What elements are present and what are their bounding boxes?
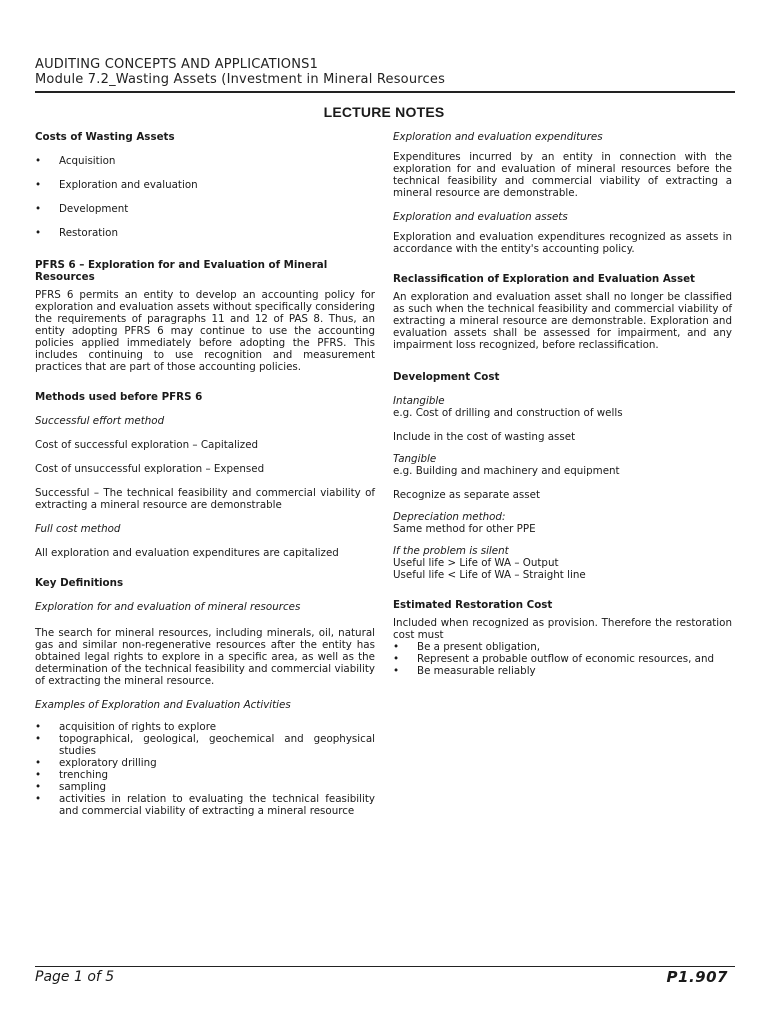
reclassification-paragraph: An exploration and evaluation asset shall no longer be classified as such when the technical feasibility and commercial viability of extracting a mineral resource are demonstrable. Exploration and evaluation assets shall be assessed for impairment, and any impairment loss recognized, before reclassification. bbox=[393, 291, 732, 351]
right-column bbox=[393, 131, 732, 677]
examples-list bbox=[35, 721, 375, 817]
if-silent-label: If the problem is silent bbox=[393, 545, 509, 557]
document-header bbox=[35, 57, 735, 88]
intangible-label: Intangible bbox=[393, 395, 445, 407]
course-title: AUDITING CONCEPTS AND APPLICATIONS1 bbox=[35, 57, 319, 72]
successful-effort-label: Successful effort method bbox=[35, 415, 165, 427]
tangible-example: e.g. Building and machinery and equipment bbox=[393, 465, 620, 477]
list-item: • sampling bbox=[35, 781, 375, 793]
exploration-evaluation-subheading: Exploration for and evaluation of mineral resources bbox=[35, 601, 301, 613]
list-item: • Be measurable reliably bbox=[393, 665, 732, 677]
list-item: • Development bbox=[35, 203, 375, 215]
list-item: • trenching bbox=[35, 769, 375, 781]
depreciation-method-label: Depreciation method: bbox=[393, 511, 506, 523]
list-item: • activities in relation to evaluating the technical feasibility and commercial viability of extracting a mineral resource bbox=[35, 793, 375, 817]
list-item: • Exploration and evaluation bbox=[35, 179, 375, 191]
key-definitions-heading: Key Definitions bbox=[35, 577, 124, 589]
pfrs6-paragraph: PFRS 6 permits an entity to develop an accounting policy for exploration and evaluation assets without specifically considering the requirements of paragraphs 11 and 12 of PAS 8. Thus, an entity adopting PFRS 6 may continue to use the accounting policies applied immediately before adopting the PFRS. This includes continuing to use recognition and measurement practices that are part of those accounting policies. bbox=[35, 289, 375, 373]
development-cost-heading: Development Cost bbox=[393, 371, 500, 383]
successful-definition: Successful – The technical feasibility and commercial viability of extracting a mineral resource are demonstrable bbox=[35, 487, 375, 511]
list-item: • exploratory drilling bbox=[35, 757, 375, 769]
page-number: Page 1 of 5 bbox=[35, 969, 115, 985]
full-cost-label: Full cost method bbox=[35, 523, 121, 535]
header-divider bbox=[35, 91, 735, 93]
full-cost-text: All exploration and evaluation expenditures are capitalized bbox=[35, 547, 339, 559]
examples-subheading: Examples of Exploration and Evaluation Activities bbox=[35, 699, 291, 711]
expenditures-paragraph: Expenditures incurred by an entity in connection with the exploration for and evaluation of mineral resources before the technical feasibility and commercial viability of extracting a mineral resource are demonstrable. bbox=[393, 151, 732, 199]
costs-list bbox=[35, 155, 375, 239]
list-item: • Be a present obligation, bbox=[393, 641, 732, 653]
exploration-evaluation-paragraph: The search for mineral resources, including minerals, oil, natural gas and similar non-regenerative resources after the entity has obtained legal rights to explore in a specific area, as well as the determination of the technical feasibility and commercial viability of extracting the mineral resource. bbox=[35, 627, 375, 687]
include-cost-text: Include in the cost of wasting asset bbox=[393, 431, 576, 443]
recognize-separate-text: Recognize as separate asset bbox=[393, 489, 541, 501]
same-method-text: Same method for other PPE bbox=[393, 523, 536, 535]
restoration-list bbox=[393, 641, 732, 677]
intangible-example: e.g. Cost of drilling and construction of wells bbox=[393, 407, 623, 419]
list-item: • Restoration bbox=[35, 227, 375, 239]
module-title: Module 7.2_Wasting Assets (Investment in Mineral Resources bbox=[35, 72, 446, 87]
list-item: • Acquisition bbox=[35, 155, 375, 167]
useful-life-straight-line: Useful life < Life of WA – Straight line bbox=[393, 569, 586, 581]
tangible-label: Tangible bbox=[393, 453, 437, 465]
left-column bbox=[35, 131, 375, 817]
list-item: • Represent a probable outflow of economic resources, and bbox=[393, 653, 732, 665]
cost-unsuccessful-text: Cost of unsuccessful exploration – Expensed bbox=[35, 463, 265, 475]
cost-successful-text: Cost of successful exploration – Capitalized bbox=[35, 439, 259, 451]
reclassification-heading: Reclassification of Exploration and Evaluation Asset bbox=[393, 273, 695, 285]
pfrs6-heading: PFRS 6 – Exploration for and Evaluation of Mineral Resources bbox=[35, 259, 328, 283]
expenditures-subheading: Exploration and evaluation expenditures bbox=[393, 131, 603, 143]
restoration-paragraph: Included when recognized as provision. Therefore the restoration cost must bbox=[393, 617, 732, 641]
list-item: • acquisition of rights to explore bbox=[35, 721, 375, 733]
page-title: LECTURE NOTES bbox=[323, 104, 445, 120]
useful-life-output: Useful life > Life of WA – Output bbox=[393, 557, 559, 569]
footer-divider bbox=[35, 966, 735, 967]
assets-subheading: Exploration and evaluation assets bbox=[393, 211, 568, 223]
list-item: • topographical, geological, geochemical and geophysical studies bbox=[35, 733, 375, 757]
document-code: P1.907 bbox=[666, 968, 728, 986]
assets-paragraph: Exploration and evaluation expenditures recognized as assets in accordance with the entity's accounting policy. bbox=[393, 231, 732, 255]
methods-heading: Methods used before PFRS 6 bbox=[35, 391, 203, 403]
costs-heading: Costs of Wasting Assets bbox=[35, 131, 175, 143]
restoration-heading: Estimated Restoration Cost bbox=[393, 599, 553, 611]
